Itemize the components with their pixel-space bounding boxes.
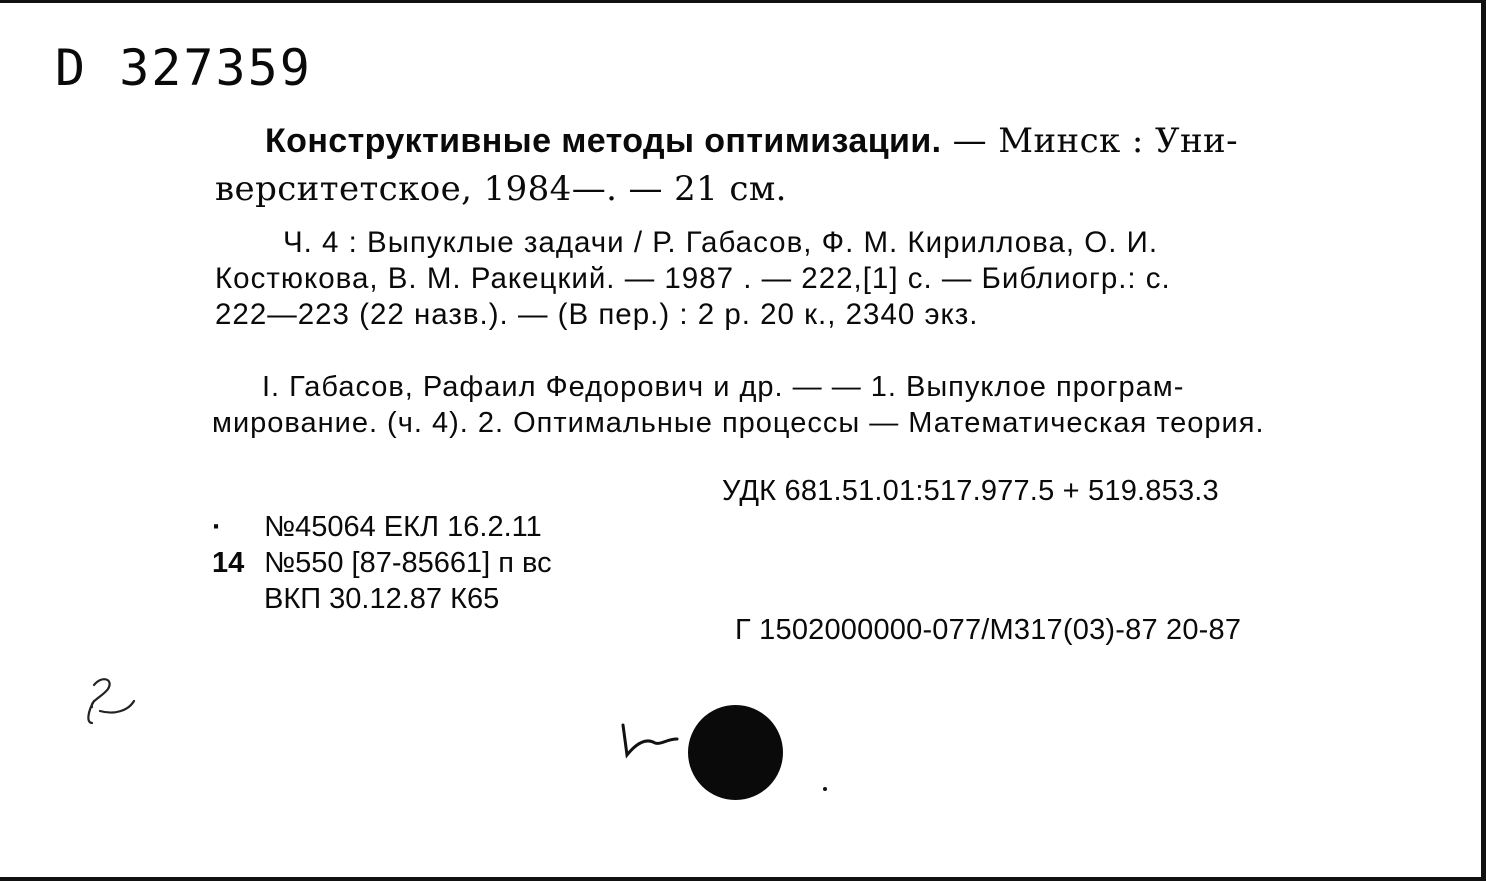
registry-row-3-text: ВКП 30.12.87 К65	[264, 583, 500, 615]
title-line-1	[265, 121, 1238, 161]
subject-headings	[212, 369, 1265, 441]
subject-line-2: мирование. (ч. 4). 2. Оптимальные процессы — Математическая теория.	[212, 407, 1265, 439]
check-mark	[615, 715, 685, 765]
registry-row-2	[212, 545, 552, 581]
title-line-1-rest: — Минск : Уни-	[941, 121, 1238, 161]
registry-row-1-text: №45064 ЕКЛ 16.2.11	[264, 511, 542, 543]
punch-hole	[688, 705, 783, 800]
call-number: D 327359	[55, 39, 312, 97]
registry-row-3	[212, 581, 552, 617]
g-code: Г 1502000000-077/М317(03)-87 20-87	[735, 614, 1242, 646]
registry-row-1-lead: ·	[212, 511, 222, 543]
part-line-3: 222—223 (22 назв.). — (В пер.) : 2 р. 20 к., 2340 экз.	[215, 298, 979, 331]
dust-speck	[823, 787, 827, 791]
title-line-2: верситетское, 1984—. — 21 см.	[215, 169, 787, 209]
handwritten-mark	[80, 671, 150, 731]
registry-row-1	[212, 509, 552, 545]
registry-block	[212, 509, 552, 617]
part-description	[215, 225, 1380, 333]
registry-row-2-text: №550 [87-85661] п вс	[264, 547, 552, 579]
udk-code: УДК 681.51.01:517.977.5 + 519.853.3	[722, 475, 1219, 507]
subject-line-1: I. Габасов, Рафаил Федорович и др. — — 1. Выпуклое програм-	[262, 371, 1185, 403]
part-line-2: Костюкова, В. М. Ракецкий. — 1987 . — 222,[1] с. — Библиогр.: с.	[215, 262, 1171, 295]
part-line-1: Ч. 4 : Выпуклые задачи / Р. Габасов, Ф. М. Кириллова, О. И.	[283, 226, 1159, 259]
registry-row-2-lead: 14	[212, 547, 245, 579]
title-bold: Конструктивные методы оптимизации.	[265, 122, 942, 160]
